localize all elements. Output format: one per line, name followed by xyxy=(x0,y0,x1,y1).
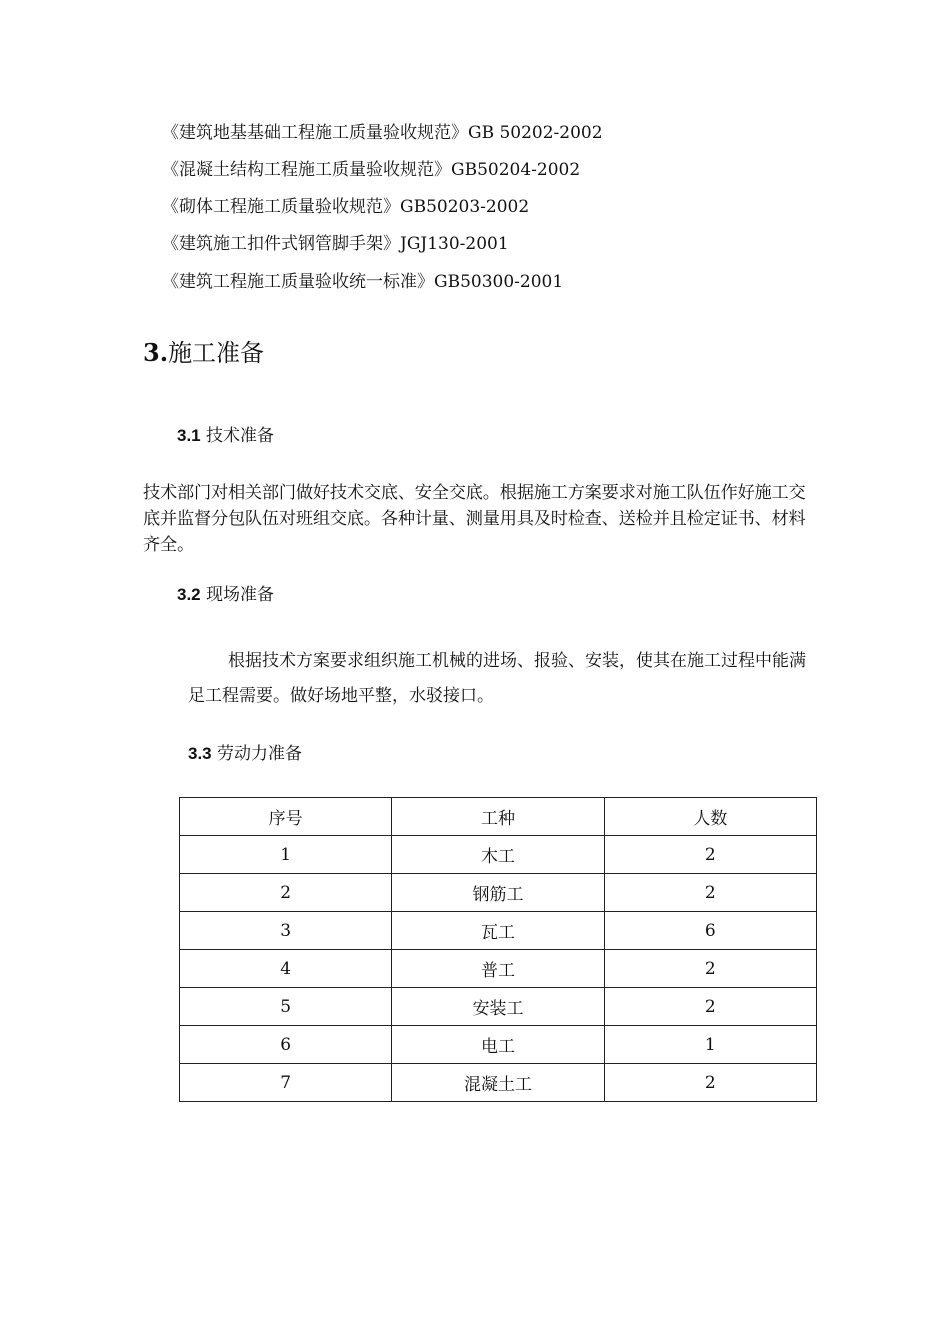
table-cell: 2 xyxy=(180,874,392,912)
table-row xyxy=(180,1026,817,1064)
table-cell: 2 xyxy=(604,988,816,1026)
table-cell: 7 xyxy=(180,1064,392,1102)
table-cell: 安装工 xyxy=(392,988,604,1026)
header-cell-trade: 工种 xyxy=(392,798,604,836)
table-cell: 普工 xyxy=(392,950,604,988)
table-cell: 2 xyxy=(604,874,816,912)
reference-item: 《建筑地基基础工程施工质量验收规范》GB 50202-2002 xyxy=(162,123,603,143)
subsection-heading-3-3 xyxy=(188,743,302,765)
table-cell: 1 xyxy=(604,1026,816,1064)
reference-item: 《建筑施工扣件式钢管脚手架》JGJ130-2001 xyxy=(162,234,509,254)
site-prep-paragraph: 根据技术方案要求组织施工机械的进场、报验、安装，使其在施工过程中能满足工程需要。做好场地平整，水驳接口。 xyxy=(188,651,806,706)
table-cell: 2 xyxy=(604,836,816,874)
subsection-title: 技术准备 xyxy=(206,426,275,446)
header-cell-index: 序号 xyxy=(180,798,392,836)
table-cell: 4 xyxy=(180,950,392,988)
table-row xyxy=(180,874,817,912)
table-row xyxy=(180,836,817,874)
header-cell-count: 人数 xyxy=(604,798,816,836)
section-title: 施工准备 xyxy=(168,339,265,367)
section-number: 3. xyxy=(143,338,169,367)
table-cell: 3 xyxy=(180,912,392,950)
table-cell: 6 xyxy=(604,912,816,950)
section-heading-3 xyxy=(143,336,264,370)
subsection-heading-3-1 xyxy=(177,425,274,447)
table-cell: 电工 xyxy=(392,1026,604,1064)
reference-item: 《混凝土结构工程施工质量验收规范》GB50204-2002 xyxy=(162,160,581,180)
reference-item: 《建筑工程施工质量验收统一标准》GB50300-2001 xyxy=(162,272,564,292)
table-cell: 5 xyxy=(180,988,392,1026)
subsection-number: 3.2 xyxy=(177,585,201,604)
table-cell: 6 xyxy=(180,1026,392,1064)
subsection-title: 现场准备 xyxy=(206,585,275,605)
table-cell: 2 xyxy=(604,950,816,988)
table-cell: 钢筋工 xyxy=(392,874,604,912)
table-cell: 木工 xyxy=(392,836,604,874)
table-header-row xyxy=(180,798,817,836)
tech-prep-paragraph: 技术部门对相关部门做好技术交底、安全交底。根据施工方案要求对施工队伍作好施工交底并监督分包队伍对班组交底。各种计量、测量用具及时检查、送检并且检定证书、材料齐全。 xyxy=(143,483,806,555)
labor-table xyxy=(179,797,817,1102)
table-cell: 瓦工 xyxy=(392,912,604,950)
subsection-number: 3.3 xyxy=(188,744,212,763)
table-cell: 混凝土工 xyxy=(392,1064,604,1102)
subsection-number: 3.1 xyxy=(177,426,201,445)
table-row xyxy=(180,1064,817,1102)
table-row xyxy=(180,950,817,988)
subsection-title: 劳动力准备 xyxy=(217,744,303,764)
table-cell: 1 xyxy=(180,836,392,874)
reference-item: 《砌体工程施工质量验收规范》GB50203-2002 xyxy=(162,197,530,217)
table-cell: 2 xyxy=(604,1064,816,1102)
table-row xyxy=(180,988,817,1026)
subsection-heading-3-2 xyxy=(177,584,274,606)
table-row xyxy=(180,912,817,950)
